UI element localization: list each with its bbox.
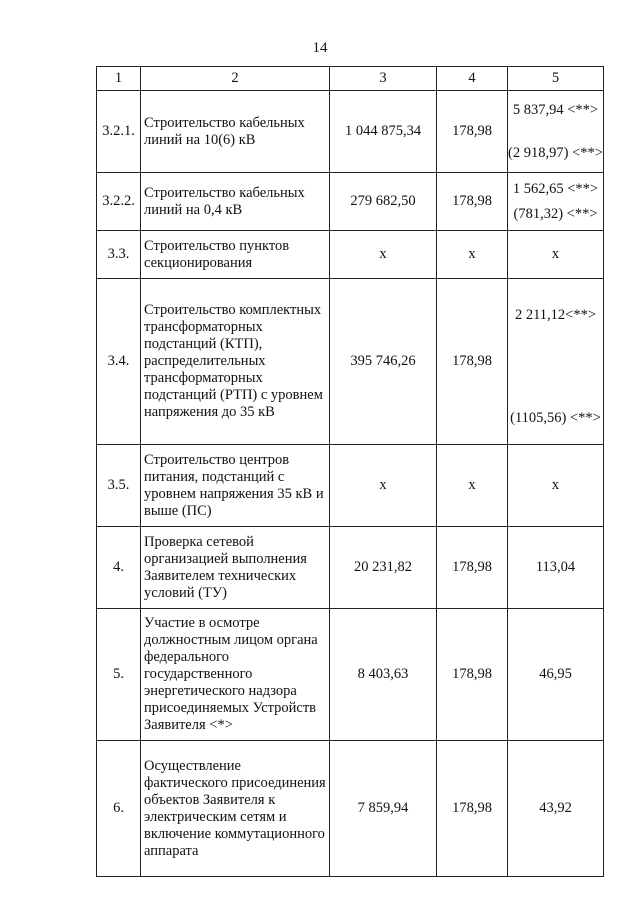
header-cell-2: 2 [141, 67, 330, 91]
row-number: 3.4. [97, 279, 141, 445]
row-description: Осуществление фактического присоединения объектов Заявителя к электрическим сетям и включение коммутационного аппарата [141, 741, 330, 877]
table-row [97, 231, 604, 279]
row-index: 178,98 [437, 91, 508, 173]
row-index: x [437, 231, 508, 279]
row-description: Строительство кабельных линий на 10(6) кВ [141, 91, 330, 173]
row-cost: x [330, 445, 437, 527]
rate-value-alt: (781,32) <**> [513, 205, 598, 222]
table-row [97, 445, 604, 527]
row-cost: 8 403,63 [330, 609, 437, 741]
row-cost: 7 859,94 [330, 741, 437, 877]
header-cell-1: 1 [97, 67, 141, 91]
row-number: 3.5. [97, 445, 141, 527]
row-cost: x [330, 231, 437, 279]
table-row [97, 91, 604, 173]
row-index: 178,98 [437, 741, 508, 877]
page-number: 14 [312, 40, 328, 56]
row-description: Строительство пунктов секционирования [141, 231, 330, 279]
rate-value: 1 562,65 <**> [512, 180, 599, 197]
table-header-row [97, 67, 604, 91]
row-cost: 279 682,50 [330, 173, 437, 231]
row-description: Участие в осмотре должностным лицом органа федерального государственного энергетического надзора присоединяемых Устройств Заявителя <*> [141, 609, 330, 741]
rate-value-alt: (1105,56) <**> [510, 410, 601, 426]
header-cell-4: 4 [437, 67, 508, 91]
row-index: 178,98 [437, 279, 508, 445]
row-index: 178,98 [437, 173, 508, 231]
row-index: 178,98 [437, 527, 508, 609]
row-cost: 20 231,82 [330, 527, 437, 609]
row-rate: 43,92 [508, 741, 604, 877]
tariff-table [96, 66, 604, 877]
row-cost: 395 746,26 [330, 279, 437, 445]
row-number: 3.2.2. [97, 173, 141, 231]
row-description: Строительство центров питания, подстанций с уровнем напряжения 35 кВ и выше (ПС) [141, 445, 330, 527]
row-description: Проверка сетевой организацией выполнения Заявителем технических условий (ТУ) [141, 527, 330, 609]
row-cost: 1 044 875,34 [330, 91, 437, 173]
row-rate [508, 91, 604, 173]
table-row [97, 527, 604, 609]
header-cell-5: 5 [508, 67, 604, 91]
row-description: Строительство комплектных трансформаторных подстанций (КТП), распределительных трансформаторных подстанций (РТП) с уровнем напряжения до 35 кВ [141, 279, 330, 445]
rate-value: 5 837,94 <**> [512, 101, 599, 118]
row-description: Строительство кабельных линий на 0,4 кВ [141, 173, 330, 231]
row-number: 6. [97, 741, 141, 877]
row-index: 178,98 [437, 609, 508, 741]
row-rate: 113,04 [508, 527, 604, 609]
rate-value-alt: (2 918,97) <**> [508, 144, 603, 161]
row-rate [508, 173, 604, 231]
row-rate: 46,95 [508, 609, 604, 741]
row-rate: x [508, 231, 604, 279]
row-number: 4. [97, 527, 141, 609]
row-rate: x [508, 445, 604, 527]
rate-value: 2 211,12<**> [514, 307, 597, 323]
header-cell-3: 3 [330, 67, 437, 91]
table-row [97, 609, 604, 741]
row-index: x [437, 445, 508, 527]
table-row [97, 279, 604, 445]
table-row [97, 173, 604, 231]
table-row [97, 741, 604, 877]
row-number: 3.2.1. [97, 91, 141, 173]
row-number: 5. [97, 609, 141, 741]
row-rate [508, 279, 604, 445]
row-number: 3.3. [97, 231, 141, 279]
